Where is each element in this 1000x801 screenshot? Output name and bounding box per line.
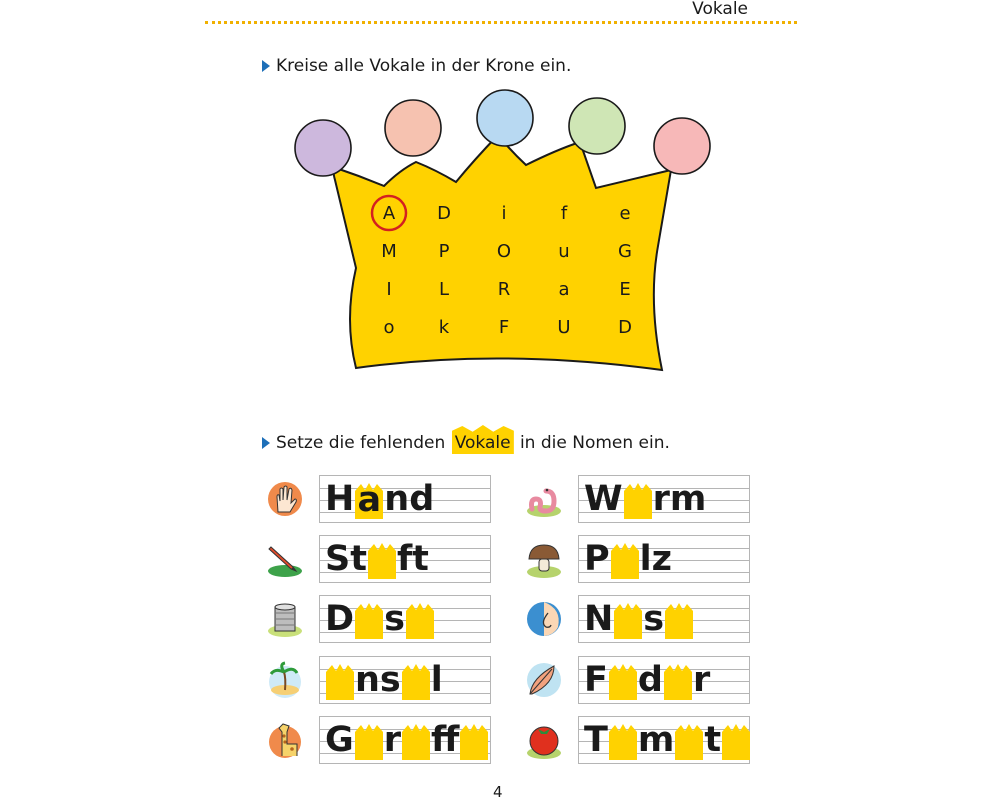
crown-letter[interactable]: i	[501, 203, 507, 224]
noun-word	[584, 716, 751, 764]
vowel-gap-field[interactable]	[609, 724, 637, 760]
crown-letter[interactable]: D	[618, 317, 632, 338]
nose-icon	[524, 599, 564, 639]
crown-letter[interactable]: a	[558, 279, 570, 300]
island-icon	[265, 660, 305, 700]
word-row	[524, 656, 764, 704]
vowel-gap-field[interactable]	[355, 724, 383, 760]
word-letters: rm	[652, 479, 707, 519]
vowel-gap-field[interactable]	[402, 664, 430, 700]
crown-letter[interactable]: f	[560, 203, 568, 224]
vowel-gap-field[interactable]	[355, 603, 383, 639]
mushroom-icon	[524, 539, 564, 579]
vowel-gap-field[interactable]	[355, 480, 383, 520]
noun-word	[325, 535, 429, 583]
word-row	[265, 716, 505, 764]
word-letters: H	[325, 479, 355, 519]
vowel-gap-field[interactable]	[368, 543, 396, 579]
noun-word	[584, 535, 672, 583]
word-letters: r	[383, 720, 401, 760]
crown-letter[interactable]: L	[438, 279, 450, 300]
crown-letter[interactable]: D	[437, 203, 451, 224]
task2-instruction-highlight: Vokale	[452, 431, 514, 454]
word-letters: l	[430, 660, 443, 700]
vowel-gap-field[interactable]	[326, 664, 354, 700]
word-letters: G	[325, 720, 354, 760]
noun-word	[325, 656, 443, 704]
word-letters: F	[584, 660, 608, 700]
word-row	[265, 656, 505, 704]
word-letters: d	[637, 660, 663, 700]
word-letters: s	[643, 599, 665, 639]
word-letters: m	[637, 720, 675, 760]
word-letters: r	[692, 660, 711, 700]
crown-letter[interactable]: U	[557, 317, 571, 338]
crown-letter[interactable]: k	[438, 317, 450, 338]
crown-letter[interactable]: M	[381, 241, 397, 262]
task2-instruction-before: Setze die fehlenden	[276, 432, 451, 453]
crown-letter[interactable]: F	[498, 317, 510, 338]
vowel-gap-field[interactable]	[664, 664, 692, 700]
vowel-gap-field[interactable]	[460, 724, 488, 760]
noun-word	[325, 475, 434, 523]
noun-word	[584, 475, 706, 523]
giraffe-icon	[265, 720, 305, 760]
crown-letter[interactable]: P	[438, 241, 450, 262]
crown-letter[interactable]: R	[497, 279, 511, 300]
word-letters: lz	[639, 539, 673, 579]
word-letters: N	[584, 599, 614, 639]
word-letters: St	[325, 539, 367, 579]
crown-letter[interactable]: O	[496, 241, 512, 262]
word-row	[265, 535, 505, 583]
vowel-gap-field[interactable]	[614, 603, 642, 639]
section-title: Vokale	[692, 0, 748, 19]
crown-letter[interactable]: I	[386, 279, 392, 300]
word-letters: nd	[384, 479, 435, 519]
hand-icon	[265, 479, 305, 519]
word-row	[265, 475, 505, 523]
word-letters: T	[584, 720, 608, 760]
filled-vowel: a	[357, 480, 382, 520]
vowel-gap-field[interactable]	[722, 724, 750, 760]
vowel-gap-field[interactable]	[611, 543, 639, 579]
bullet-triangle-icon	[262, 437, 270, 449]
word-row	[524, 535, 764, 583]
vowel-gap-field[interactable]	[406, 603, 434, 639]
crown-jewel-2	[385, 100, 441, 156]
word-letters: ff	[431, 720, 460, 760]
can-icon	[265, 599, 305, 639]
crown-letter[interactable]: u	[558, 241, 570, 262]
word-letters: W	[584, 479, 623, 519]
crown-letter[interactable]: o	[383, 317, 395, 338]
page-number: 4	[493, 783, 503, 801]
crown-letter[interactable]: E	[619, 279, 631, 300]
noun-word	[584, 656, 710, 704]
crown-letter[interactable]: G	[618, 241, 632, 262]
crown-jewel-1	[295, 120, 351, 176]
crown-jewel-5	[654, 118, 710, 174]
noun-word	[325, 716, 489, 764]
crown-letter[interactable]: A	[382, 203, 396, 224]
vowel-gap-field[interactable]	[609, 664, 637, 700]
worm-icon	[524, 479, 564, 519]
noun-word	[584, 595, 694, 643]
vowel-gap-field[interactable]	[675, 724, 703, 760]
word-row	[524, 595, 764, 643]
task2-instruction-after: in die Nomen ein.	[514, 432, 670, 453]
vowel-gap-field[interactable]	[665, 603, 693, 639]
word-letters: D	[325, 599, 355, 639]
crown-jewel-4	[569, 98, 625, 154]
vowel-gap-field[interactable]	[624, 483, 652, 519]
vowel-gap-field[interactable]	[402, 724, 430, 760]
word-letters: s	[384, 599, 405, 639]
word-row	[524, 475, 764, 523]
word-row	[265, 595, 505, 643]
crown-letter[interactable]: e	[619, 203, 631, 224]
word-letters: ns	[355, 660, 401, 700]
noun-word	[325, 595, 435, 643]
feather-icon	[524, 660, 564, 700]
word-letters: t	[704, 720, 722, 760]
task2-instruction	[262, 431, 670, 454]
word-letters: P	[584, 539, 610, 579]
task1-instruction-text: Kreise alle Vokale in der Krone ein.	[276, 56, 572, 76]
crown-jewel-3	[477, 90, 533, 146]
word-row	[524, 716, 764, 764]
word-letters: ft	[396, 539, 429, 579]
pencil-icon	[265, 539, 305, 579]
tomato-icon	[524, 720, 564, 760]
